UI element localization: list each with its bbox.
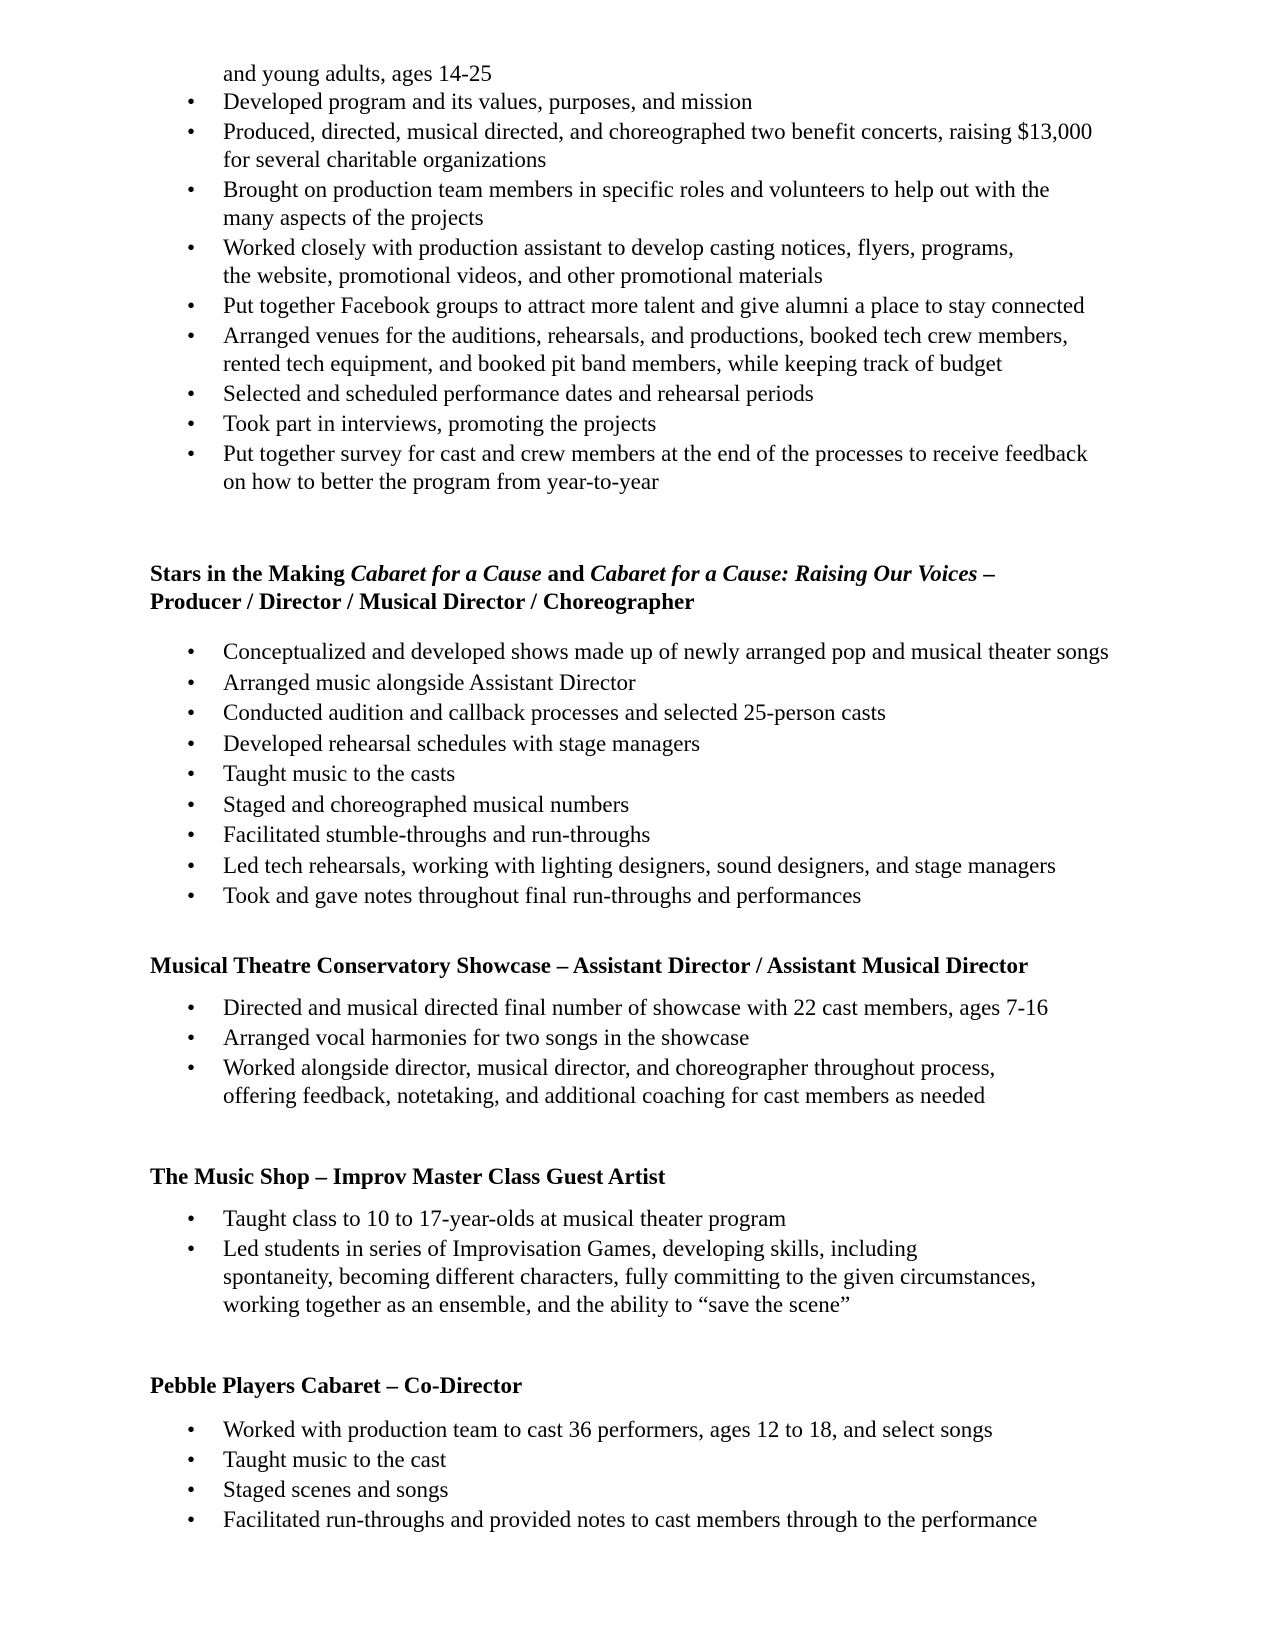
- list-item: • Produced, directed, musical directed, and choreographed two benefit concerts, raising $13,000 for several charitable organizations: [187, 119, 1093, 172]
- list-item: • Selected and scheduled performance dates and rehearsal periods: [187, 381, 814, 406]
- bullet-icon: •: [187, 639, 196, 664]
- bullet-icon: •: [187, 1507, 196, 1532]
- bullet-icon: •: [187, 1206, 196, 1231]
- bullet-icon: •: [187, 852, 196, 878]
- list-item: • Staged scenes and songs: [187, 1477, 449, 1502]
- bullet-icon: •: [187, 1417, 196, 1442]
- list-item: • Conducted audition and callback processes and selected 25-person casts: [187, 700, 886, 725]
- section5-heading: Pebble Players Cabaret – Co-Director: [150, 1373, 523, 1398]
- bullet-icon: •: [187, 883, 196, 908]
- bullet-icon: •: [187, 1236, 196, 1261]
- bullet-icon: •: [187, 822, 196, 847]
- list-item: • Directed and musical directed final number of showcase with 22 cast members, ages 7-16: [187, 995, 1049, 1020]
- list-item: • Arranged music alongside Assistant Director: [187, 669, 636, 695]
- bullet-icon: •: [187, 995, 196, 1020]
- bullet-icon: •: [187, 89, 196, 114]
- list-item: • Arranged venues for the auditions, rehearsals, and productions, booked tech crew members, rented tech equipment, and booked pit band members, while keeping track of budget: [187, 323, 1068, 376]
- section2-heading: [150, 560, 995, 616]
- bullet-icon: •: [187, 1025, 196, 1050]
- bullet-icon: •: [187, 730, 196, 756]
- section2-heading-line1: Stars in the Making Cabaret for a Cause and Cabaret for a Cause: Raising Our Voices –: [150, 561, 995, 586]
- bullet-icon: •: [187, 1055, 196, 1080]
- section4-heading: The Music Shop – Improv Master Class Guest Artist: [150, 1164, 666, 1189]
- bullet-icon: •: [187, 119, 196, 144]
- bullet-icon: •: [187, 1447, 196, 1472]
- continuation-line: and young adults, ages 14-25: [223, 61, 492, 86]
- list-item: • Brought on production team members in specific roles and volunteers to help out with the many aspects of the projects: [187, 177, 1050, 230]
- bullet-icon: •: [187, 177, 196, 202]
- list-item: • Conceptualized and developed shows made up of newly arranged pop and musical theater songs: [187, 639, 1109, 664]
- list-item: • Put together Facebook groups to attract more talent and give alumni a place to stay connected: [187, 293, 1085, 318]
- section4-bullet-list: [0, 1205, 1275, 1321]
- list-item: • Facilitated stumble-throughs and run-throughs: [187, 822, 651, 847]
- bullet-icon: •: [187, 791, 196, 817]
- section5-bullet-list: [0, 1416, 1275, 1536]
- list-item: • Arranged vocal harmonies for two songs in the showcase: [187, 1025, 750, 1050]
- section3-bullet-list: [0, 994, 1275, 1112]
- section2-bullet-list: [0, 638, 1275, 913]
- list-item: • Taught music to the cast: [187, 1447, 447, 1472]
- list-item: • Worked alongside director, musical director, and choreographer throughout process, offering feedback, notetaking, and additional coaching for cast members as needed: [187, 1055, 996, 1108]
- bullet-icon: •: [187, 441, 196, 466]
- list-item: • Took part in interviews, promoting the projects: [187, 411, 657, 436]
- list-item: • Led students in series of Improvisation Games, developing skills, including spontaneity, becoming different characters, fully committing to the given circumstances, working together as an ensemble, and the ability to “save the scene”: [187, 1236, 1037, 1317]
- section1-bullet-list: [0, 88, 1275, 498]
- section3-heading: Musical Theatre Conservatory Showcase – Assistant Director / Assistant Musical Director: [150, 953, 1029, 978]
- bullet-icon: •: [187, 293, 196, 318]
- list-item: • Taught music to the casts: [187, 761, 456, 786]
- bullet-icon: •: [187, 1477, 196, 1502]
- list-item: • Developed program and its values, purposes, and mission: [187, 89, 753, 114]
- list-item: • Taught class to 10 to 17-year-olds at musical theater program: [187, 1206, 787, 1231]
- list-item: • Developed rehearsal schedules with stage managers: [187, 730, 701, 756]
- bullet-icon: •: [187, 700, 196, 725]
- list-item: • Facilitated run-throughs and provided notes to cast members through to the performance: [187, 1507, 1038, 1532]
- bullet-icon: •: [187, 323, 196, 348]
- list-item: • Staged and choreographed musical numbers: [187, 791, 630, 817]
- list-item: • Worked closely with production assistant to develop casting notices, flyers, programs, the website, promotional videos, and other promotional materials: [187, 235, 1014, 288]
- list-item: • Put together survey for cast and crew members at the end of the processes to receive feedback on how to better the program from year-to-year: [187, 441, 1088, 494]
- section2-heading-line2: Producer / Director / Musical Director / Choreographer: [150, 589, 695, 614]
- bullet-icon: •: [187, 669, 196, 695]
- list-item: • Worked with production team to cast 36 performers, ages 12 to 18, and select songs: [187, 1417, 993, 1442]
- bullet-icon: •: [187, 761, 196, 786]
- bullet-icon: •: [187, 381, 196, 406]
- list-item: • Led tech rehearsals, working with lighting designers, sound designers, and stage managers: [187, 852, 1056, 878]
- bullet-icon: •: [187, 411, 196, 436]
- list-item: • Took and gave notes throughout final run-throughs and performances: [187, 883, 862, 908]
- bullet-icon: •: [187, 235, 196, 260]
